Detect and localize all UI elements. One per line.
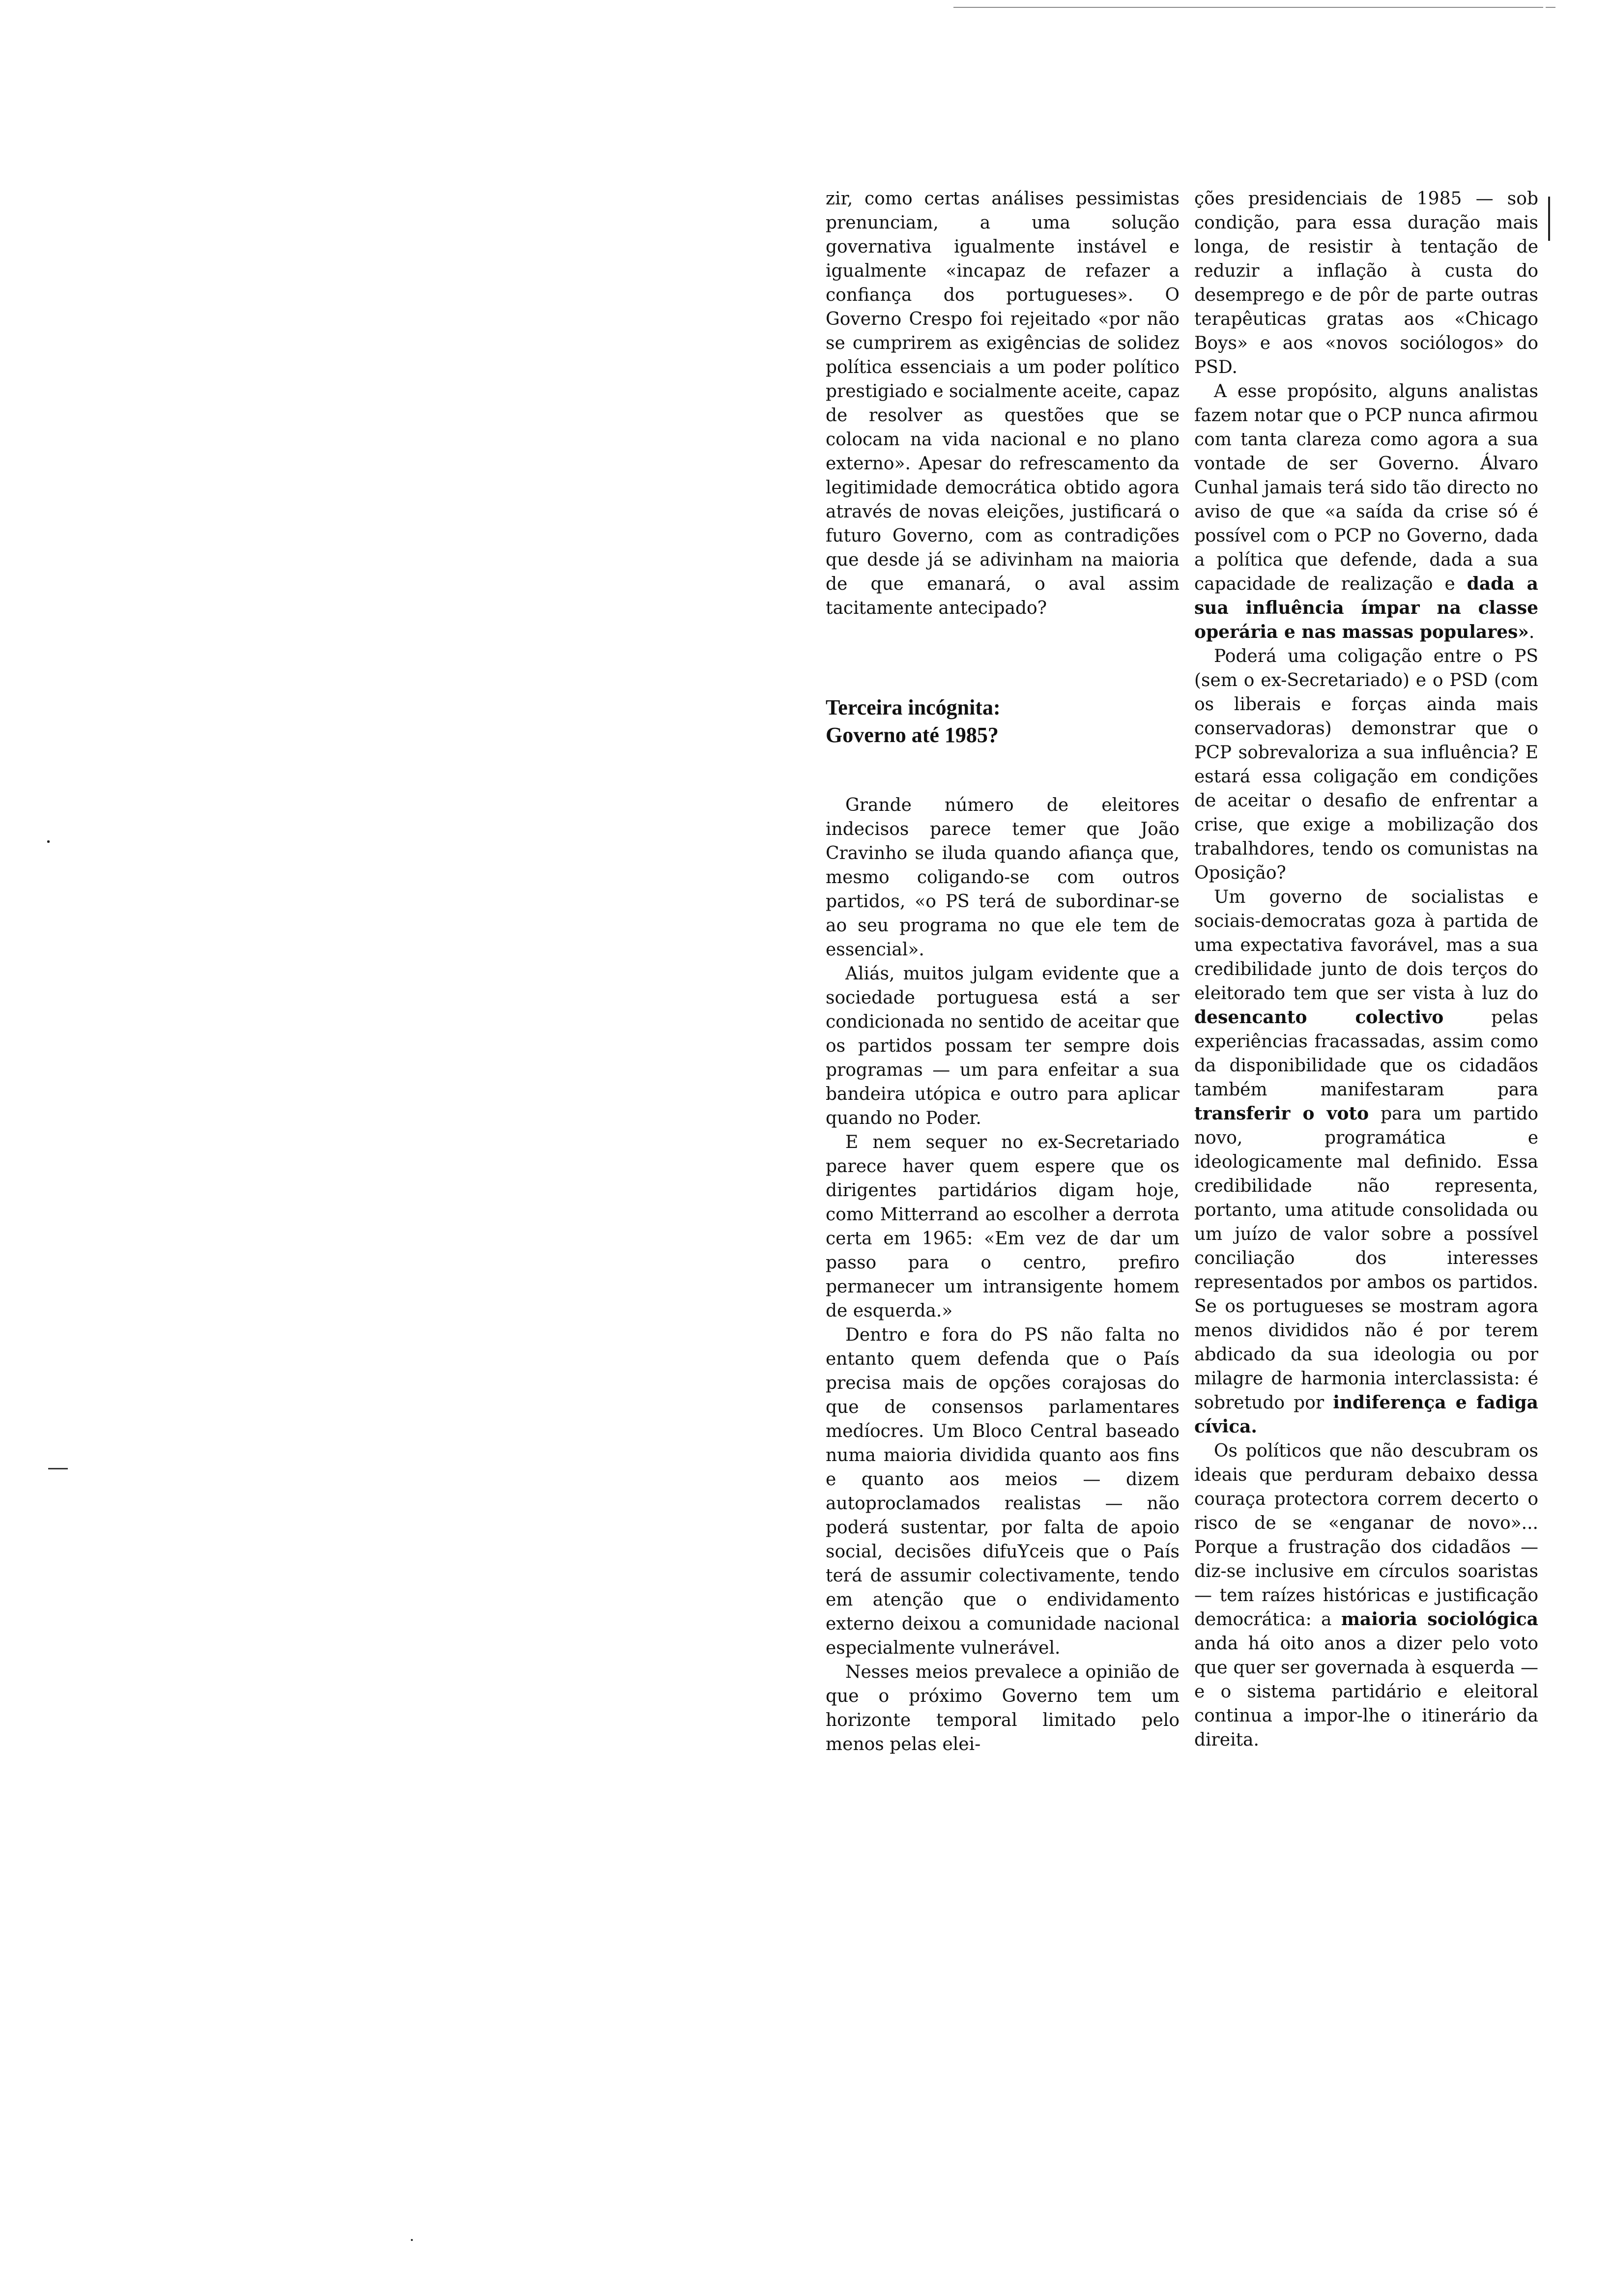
emphasis: desencanto colectivo bbox=[1194, 1007, 1444, 1028]
paragraph-text: para um partido novo, programática e ideologicamente mal definido. Essa credibilidade não representa, portanto, uma atitude consolidada ou um juízo de valor sobre a possível conciliação dos interesses representados por ambos os partidos. Se os portugueses se mostram agora menos divididos não é por terem abdicado da sua ideologia ou por milagre de harmonia interclassista: é sobretudo por bbox=[1194, 1104, 1538, 1413]
paragraph: Nesses meios prevalece a opinião de que o próximo Governo tem um horizonte temporal limitado pelo menos pelas elei- bbox=[826, 1662, 1180, 1754]
heading-line: Terceira incógnita: bbox=[826, 695, 1001, 719]
top-rule bbox=[953, 7, 1543, 8]
scan-speck bbox=[47, 840, 50, 843]
paragraph bbox=[1194, 1439, 1538, 1752]
newspaper-clipping bbox=[816, 187, 1553, 2015]
paragraph: Grande número de eleitores indecisos parece temer que João Cravinho se iluda quando afiança que, mesmo coligando-se com outros partidos, «o PS terá de subordinar-se ao seu programa no que ele tem de essencial». bbox=[826, 795, 1180, 960]
paragraph: ções presidenciais de 1985 — sob condição, para essa duração mais longa, de resistir à tentação de reduzir a inflação à custa do desemprego e de pôr de parte outras terapêuticas gratas aos «Chicago Boys» e aos «novos sociólogos» do PSD. bbox=[1194, 189, 1538, 377]
paragraph-text: Os políticos que não descubram os ideais que perduram debaixo dessa couraça protectora correm decerto o risco de se «enganar de novo»... Porque a frustração dos cidadãos — diz-se inclusive em círculos soaristas — tem raízes históricas e justificação democrática: a bbox=[1194, 1441, 1538, 1630]
emphasis: dada a sua influência ímpar na classe operária e nas massas populares» bbox=[1194, 574, 1539, 642]
heading-line: Governo até 1985? bbox=[826, 723, 999, 747]
emphasis: indiferença e fadiga cívica. bbox=[1194, 1392, 1538, 1437]
paragraph: Poderá uma coligação entre o PS (sem o ex-Secretariado) e o PSD (com os liberais e forças ainda mais conservadoras) demonstrar que o PCP sobrevaloriza a sua influência? E estará essa coligação em condições de aceitar o desafio de enfrentar a crise, que exige a mobilização dos trabalhdores, tendo os comunistas na Oposição? bbox=[1194, 646, 1538, 883]
paragraph-text: A esse propósito, alguns analistas fazem notar que o PCP nunca afirmou com tanta clareza como agora a sua vontade de ser Governo. Álvaro Cunhal jamais terá sido tão directo no aviso de que «a saída da crise só é possível com o PCP no Governo, dada a política que defende, dada a sua capacidade de realização e bbox=[1194, 381, 1538, 594]
paragraph: zir, como certas análises pessimistas prenunciam, a uma solução governativa igualmente instável e igualmente «incapaz de refazer a confiança dos portugueses». O Governo Crespo foi rejeitado «por não se cumprirem as exigências de solidez política essenciais a um poder político prestigiado e socialmente aceite, capaz de resolver as questões que se colocam na vida nacional e no plano externo». Apesar do refrescamento da legitimidade democrática obtido agora através de novas eleições, justificará o futuro Governo, com as contradições que desde já se adivinham na maioria de que emanará, o aval assim tacitamente antecipado? bbox=[826, 189, 1180, 618]
emphasis: transferir o voto bbox=[1194, 1103, 1369, 1124]
paragraph-text: anda há oito anos a dizer pelo voto que quer ser governada à esquerda — e o sistema partidário e eleitoral continua a impor-lhe o itinerário da direita. bbox=[1194, 1634, 1538, 1750]
scan-speck bbox=[411, 2239, 413, 2241]
emphasis: maioria sociológica bbox=[1341, 1609, 1538, 1630]
article-column-left bbox=[826, 187, 1180, 1756]
section-heading bbox=[826, 694, 1180, 749]
scan-mark bbox=[48, 1468, 68, 1469]
paragraph-text: . bbox=[1528, 622, 1535, 642]
paragraph-text: pelas experiências fracassadas, assim como da disponibilidade que os cidadãos também manifestaram para bbox=[1194, 1007, 1538, 1100]
paragraph-text: Um governo de socialistas e sociais-democratas goza à partida de uma expectativa favorável, mas a sua credibilidade junto de dois terços do eleitorado tem que ser vista à luz do bbox=[1194, 887, 1538, 1004]
paragraph bbox=[1194, 379, 1538, 644]
article-column-right bbox=[1194, 187, 1538, 1752]
paragraph bbox=[1194, 885, 1538, 1439]
paragraph: Dentro e fora do PS não falta no entanto quem defenda que o País precisa mais de opções corajosas do que de consensos parlamentares medíocres. Um Bloco Central baseado numa maioria dividida quanto aos fins e quanto aos meios — dizem autoproclamados realistas — não poderá sustentar, por falta de apoio social, decisões difuYceis que o País terá de assumir colectivamente, tendo em atenção que o endividamento externo deixou a comunidade nacional especialmente vulnerável. bbox=[826, 1325, 1180, 1658]
paragraph: E nem sequer no ex-Secretariado parece haver quem espere que os dirigentes partidários digam hoje, como Mitterrand ao escolher a derrota certa em 1965: «Em vez de dar um passo para o centro, prefiro permanecer um intransigente homem de esquerda.» bbox=[826, 1132, 1180, 1321]
top-rule-end bbox=[1546, 7, 1555, 8]
paragraph: Aliás, muitos julgam evidente que a sociedade portuguesa está a ser condicionada no sentido de aceitar que os partidos possam ter sempre dois programas — um para enfeitar a sua bandeira utópica e outro para aplicar quando no Poder. bbox=[826, 964, 1180, 1128]
